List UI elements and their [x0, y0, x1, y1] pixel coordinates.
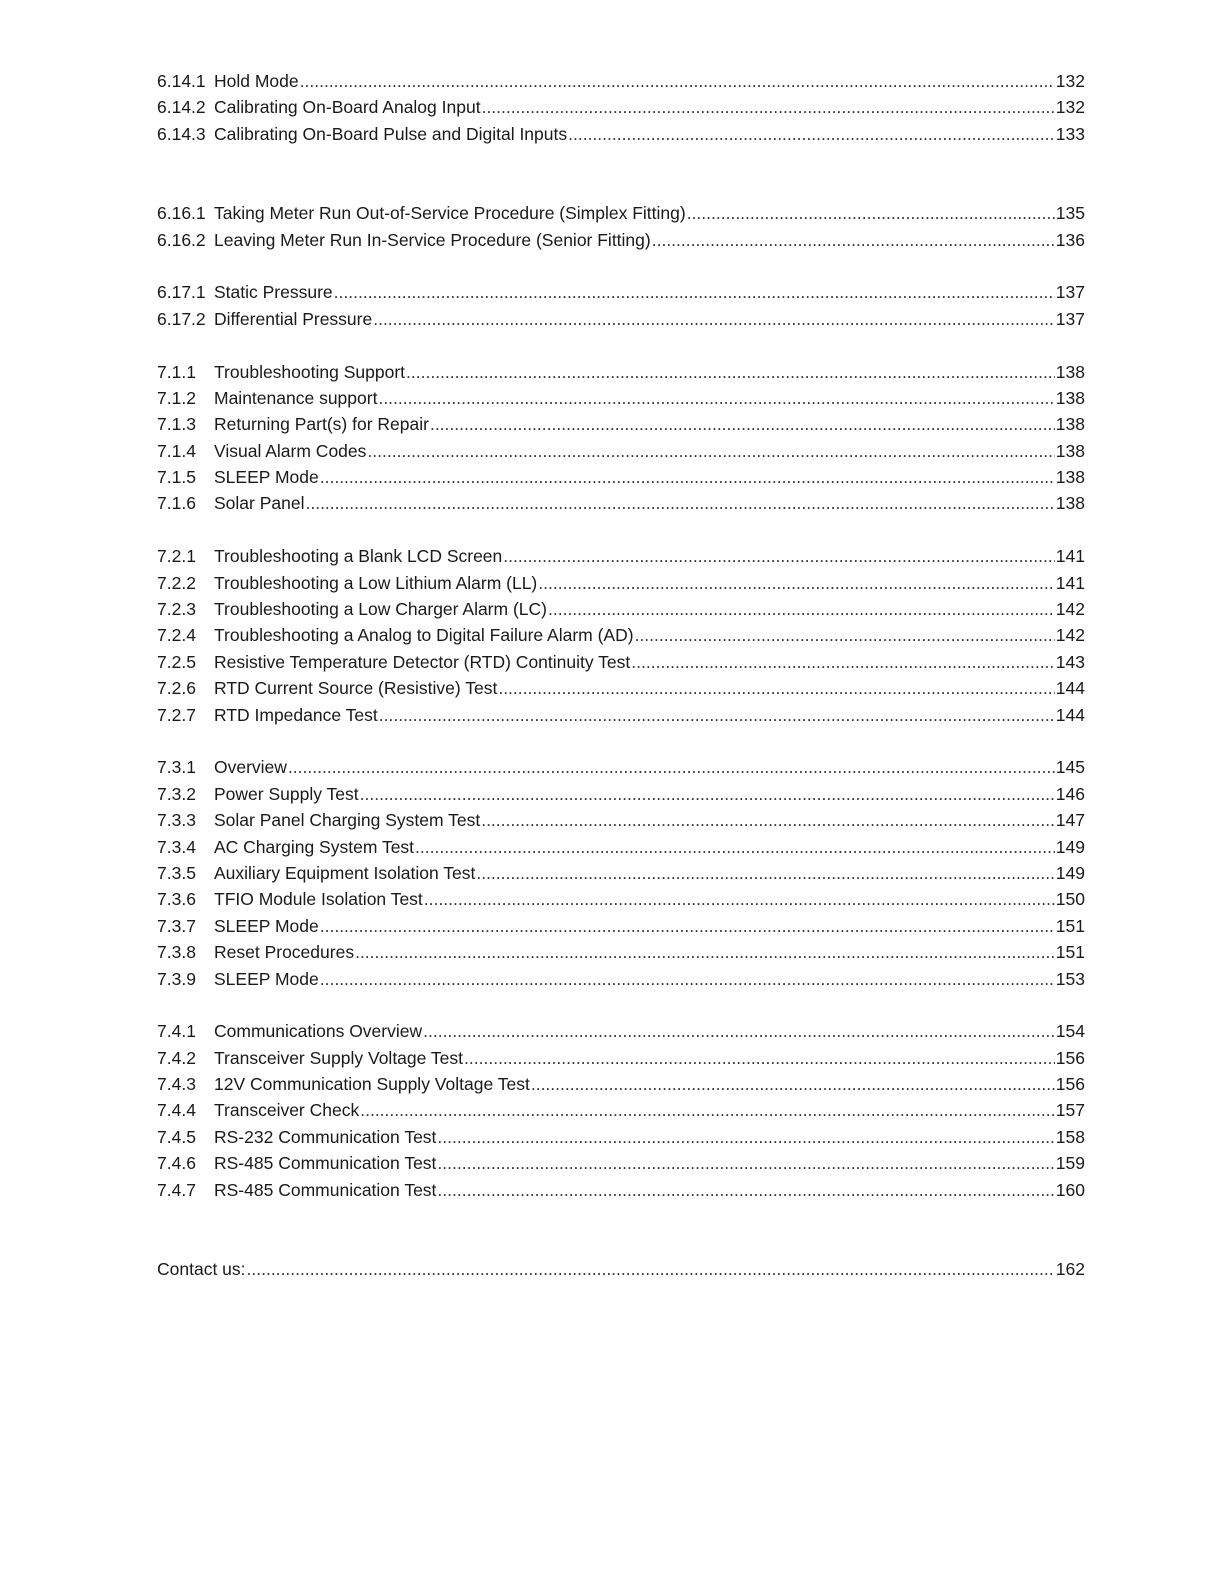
- toc-entry[interactable]: [157, 121, 1085, 147]
- toc-entry-number: 6.17.1: [157, 282, 206, 303]
- toc-entry-page-number: 135: [1055, 203, 1085, 224]
- toc-entry[interactable]: [157, 94, 1085, 120]
- toc-entry-page-number: 142: [1055, 625, 1085, 646]
- toc-section-group: [157, 1018, 1085, 1203]
- toc-entry-number: 7.4.7: [157, 1179, 196, 1200]
- toc-entry-contact[interactable]: [157, 1256, 1085, 1282]
- dot-leader: [482, 94, 1055, 120]
- toc-entry[interactable]: [157, 1124, 1085, 1150]
- toc-entry-number: 7.4.5: [157, 1126, 196, 1147]
- toc-entry-number: 7.3.8: [157, 942, 196, 963]
- dot-leader: [360, 1097, 1055, 1123]
- dot-leader: [430, 411, 1055, 437]
- toc-entry[interactable]: [157, 913, 1085, 939]
- toc-entry-number: 7.3.7: [157, 915, 196, 936]
- toc-entry-number: 7.1.3: [157, 414, 196, 435]
- toc-entry-page-number: 149: [1055, 836, 1085, 857]
- toc-entry[interactable]: [157, 279, 1085, 305]
- toc-entry-number: 7.4.4: [157, 1100, 196, 1121]
- dot-leader: [288, 754, 1055, 780]
- toc-entry-title: Communications Overview: [214, 1021, 423, 1042]
- toc-entry-number: 7.2.7: [157, 704, 196, 725]
- toc-entry[interactable]: [157, 754, 1085, 780]
- section-spacer: [157, 728, 1085, 754]
- toc-entry-page-number: 141: [1055, 546, 1085, 567]
- toc-entry[interactable]: [157, 966, 1085, 992]
- toc-entry[interactable]: [157, 649, 1085, 675]
- toc-entry-title: Troubleshooting a Low Lithium Alarm (LL): [214, 572, 538, 593]
- toc-entry-page-number: 144: [1055, 678, 1085, 699]
- toc-entry-title: Solar Panel: [214, 493, 305, 514]
- toc-entry[interactable]: [157, 702, 1085, 728]
- toc-entry-page-number: 138: [1055, 387, 1085, 408]
- toc-entry-page-number: 147: [1055, 810, 1085, 831]
- toc-entry-title: RTD Current Source (Resistive) Test: [214, 678, 498, 699]
- toc-entry-page-number: 151: [1055, 915, 1085, 936]
- toc-entry[interactable]: [157, 1018, 1085, 1044]
- toc-entry-title: RS-485 Communication Test: [214, 1153, 437, 1174]
- dot-leader: [687, 200, 1055, 226]
- toc-entry[interactable]: [157, 781, 1085, 807]
- dot-leader: [320, 464, 1055, 490]
- section-spacer: [157, 332, 1085, 358]
- toc-entry-number: 7.1.5: [157, 467, 196, 488]
- toc-entry-page-number: 138: [1055, 467, 1085, 488]
- section-spacer: [157, 253, 1085, 279]
- toc-entry-number: 6.14.2: [157, 97, 206, 118]
- toc-entry[interactable]: [157, 675, 1085, 701]
- toc-entry-title: Calibrating On-Board Analog Input: [214, 97, 481, 118]
- toc-entry-title: TFIO Module Isolation Test: [214, 889, 423, 910]
- toc-entry-number: 7.1.4: [157, 440, 196, 461]
- toc-entry[interactable]: [157, 860, 1085, 886]
- toc-entry-number: 7.3.2: [157, 783, 196, 804]
- toc-entry-title: Visual Alarm Codes: [214, 440, 367, 461]
- dot-leader: [300, 68, 1055, 94]
- toc-entry-title: Troubleshooting Support: [214, 361, 406, 382]
- toc-entry-title: Auxiliary Equipment Isolation Test: [214, 862, 476, 883]
- dot-leader: [548, 596, 1055, 622]
- dot-leader: [406, 359, 1055, 385]
- toc-entry-page-number: 138: [1055, 414, 1085, 435]
- toc-entry-number: 7.1.6: [157, 493, 196, 514]
- toc-entry-number: 7.2.2: [157, 572, 196, 593]
- dot-leader: [334, 279, 1055, 305]
- toc-entry-page-number: 132: [1055, 71, 1085, 91]
- toc-section-group: [157, 359, 1085, 517]
- toc-entry[interactable]: [157, 886, 1085, 912]
- dot-leader: [481, 807, 1055, 833]
- dot-leader: [538, 570, 1055, 596]
- toc-entry-number: 7.2.4: [157, 625, 196, 646]
- toc-entry-title: RTD Impedance Test: [214, 704, 378, 725]
- toc-section-group: [157, 68, 1085, 147]
- toc-entry-title: SLEEP Mode: [214, 968, 319, 989]
- toc-entry-title: Hold Mode: [214, 71, 299, 91]
- toc-entry-number: 7.4.3: [157, 1074, 196, 1095]
- toc-entry-page-number: 144: [1055, 704, 1085, 725]
- toc-entry-page-number: 138: [1055, 493, 1085, 514]
- dot-leader: [531, 1071, 1055, 1097]
- toc-section-group: [157, 543, 1085, 728]
- dot-leader: [360, 781, 1055, 807]
- toc-entry-title: Calibrating On-Board Pulse and Digital Inputs: [214, 123, 568, 144]
- toc-entry-title: SLEEP Mode: [214, 467, 319, 488]
- dot-leader: [476, 860, 1054, 886]
- toc-entry-page-number: 136: [1055, 229, 1085, 250]
- section-spacer: [157, 517, 1085, 543]
- dot-leader: [379, 702, 1055, 728]
- toc-entry-number: 7.4.6: [157, 1153, 196, 1174]
- toc-entry[interactable]: [157, 807, 1085, 833]
- toc-entry-title: Differential Pressure: [214, 308, 373, 329]
- toc-entry-page-number: 154: [1055, 1021, 1085, 1042]
- dot-leader: [424, 886, 1055, 912]
- toc-entry-number: 7.3.1: [157, 757, 196, 778]
- toc-entry-page-number: 157: [1055, 1100, 1085, 1121]
- contact-page-number: 162: [1055, 1259, 1085, 1280]
- dot-leader: [437, 1150, 1054, 1176]
- toc-entry-number: 7.3.5: [157, 862, 196, 883]
- toc-entry-number: 7.1.1: [157, 361, 196, 382]
- toc-entry-title: Resistive Temperature Detector (RTD) Continuity Test: [214, 651, 631, 672]
- toc-entry[interactable]: [157, 1177, 1085, 1203]
- toc-section-group: [157, 200, 1085, 253]
- toc-entry[interactable]: [157, 68, 1085, 94]
- dot-leader: [415, 834, 1055, 860]
- toc-entry-title: Maintenance support: [214, 387, 378, 408]
- toc-entry-page-number: 159: [1055, 1153, 1085, 1174]
- toc-entry-page-number: 158: [1055, 1126, 1085, 1147]
- toc-entry-page-number: 150: [1055, 889, 1085, 910]
- toc-entry-page-number: 143: [1055, 651, 1085, 672]
- toc-entry-number: 7.4.1: [157, 1021, 196, 1042]
- toc-entry[interactable]: [157, 1150, 1085, 1176]
- toc-entry-number: 7.3.6: [157, 889, 196, 910]
- toc-entry-title: Troubleshooting a Analog to Digital Failure Alarm (AD): [214, 625, 634, 646]
- toc-entry[interactable]: [157, 1097, 1085, 1123]
- toc-entry-page-number: 149: [1055, 862, 1085, 883]
- toc-entry[interactable]: [157, 438, 1085, 464]
- dot-leader: [437, 1177, 1054, 1203]
- toc-entry[interactable]: [157, 227, 1085, 253]
- toc-section-group: [157, 279, 1085, 332]
- toc-entry-number: 7.3.4: [157, 836, 196, 857]
- toc-entry[interactable]: [157, 490, 1085, 516]
- toc-entry-title: Troubleshooting a Low Charger Alarm (LC): [214, 599, 547, 620]
- toc-entry-page-number: 137: [1055, 282, 1085, 303]
- dot-leader: [320, 913, 1055, 939]
- toc-entry[interactable]: [157, 411, 1085, 437]
- dot-leader: [568, 121, 1055, 147]
- toc-entry-title: RS-232 Communication Test: [214, 1126, 437, 1147]
- toc-entry-page-number: 160: [1055, 1179, 1085, 1200]
- table-of-contents: [157, 68, 1085, 1282]
- toc-entry-title: Transceiver Check: [214, 1100, 360, 1121]
- toc-entry[interactable]: [157, 200, 1085, 226]
- toc-entry-title: Reset Procedures: [214, 942, 355, 963]
- section-spacer: [157, 1203, 1085, 1256]
- toc-entry-page-number: 138: [1055, 361, 1085, 382]
- toc-entry-number: 7.4.2: [157, 1047, 196, 1068]
- toc-entry[interactable]: [157, 359, 1085, 385]
- toc-entry-title: Static Pressure: [214, 282, 333, 303]
- toc-entry-title: SLEEP Mode: [214, 915, 319, 936]
- dot-leader: [247, 1256, 1055, 1282]
- toc-entry-number: 7.2.1: [157, 546, 196, 567]
- dot-leader: [503, 543, 1055, 569]
- toc-entry-number: 6.16.2: [157, 229, 206, 250]
- toc-entry-page-number: 132: [1055, 97, 1085, 118]
- dot-leader: [320, 966, 1055, 992]
- contact-title: Contact us:: [157, 1259, 246, 1280]
- toc-entry-title: Power Supply Test: [214, 783, 359, 804]
- toc-entry-page-number: 137: [1055, 308, 1085, 329]
- toc-entry-title: 12V Communication Supply Voltage Test: [214, 1074, 530, 1095]
- toc-entry-number: 7.2.6: [157, 678, 196, 699]
- toc-entry-title: Overview: [214, 757, 287, 778]
- toc-entry-title: Troubleshooting a Blank LCD Screen: [214, 546, 503, 567]
- section-spacer: [157, 147, 1085, 200]
- toc-entry-number: 6.14.3: [157, 123, 206, 144]
- toc-entry[interactable]: [157, 570, 1085, 596]
- toc-entry-number: 6.16.1: [157, 203, 206, 224]
- dot-leader: [464, 1045, 1055, 1071]
- toc-entry[interactable]: [157, 1071, 1085, 1097]
- dot-leader: [631, 649, 1055, 675]
- toc-entry[interactable]: [157, 834, 1085, 860]
- toc-entry-number: 7.1.2: [157, 387, 196, 408]
- toc-entry-title: Leaving Meter Run In-Service Procedure (Senior Fitting): [214, 229, 651, 250]
- toc-entry[interactable]: [157, 464, 1085, 490]
- dot-leader: [498, 675, 1054, 701]
- dot-leader: [367, 438, 1054, 464]
- toc-entry-title: Taking Meter Run Out-of-Service Procedure (Simplex Fitting): [214, 203, 686, 224]
- toc-entry-title: Returning Part(s) for Repair: [214, 414, 429, 435]
- toc-entry[interactable]: [157, 543, 1085, 569]
- toc-entry-number: 7.2.3: [157, 599, 196, 620]
- dot-leader: [652, 227, 1055, 253]
- toc-entry-page-number: 146: [1055, 783, 1085, 804]
- toc-entry[interactable]: [157, 596, 1085, 622]
- toc-entry[interactable]: [157, 385, 1085, 411]
- dot-leader: [373, 306, 1055, 332]
- toc-entry-page-number: 156: [1055, 1074, 1085, 1095]
- toc-entry-page-number: 151: [1055, 942, 1085, 963]
- toc-entry-page-number: 145: [1055, 757, 1085, 778]
- toc-entry-title: RS-485 Communication Test: [214, 1179, 437, 1200]
- toc-entry-page-number: 133: [1055, 123, 1085, 144]
- dot-leader: [635, 622, 1055, 648]
- toc-entry[interactable]: [157, 939, 1085, 965]
- toc-entry[interactable]: [157, 1045, 1085, 1071]
- toc-entry-number: 7.3.3: [157, 810, 196, 831]
- toc-entry-page-number: 141: [1055, 572, 1085, 593]
- toc-entry-page-number: 138: [1055, 440, 1085, 461]
- section-spacer: [157, 992, 1085, 1018]
- toc-entry-page-number: 142: [1055, 599, 1085, 620]
- dot-leader: [437, 1124, 1054, 1150]
- dot-leader: [305, 490, 1054, 516]
- toc-entry[interactable]: [157, 622, 1085, 648]
- dot-leader: [355, 939, 1055, 965]
- toc-entry-number: 6.14.1: [157, 71, 206, 91]
- toc-entry-page-number: 156: [1055, 1047, 1085, 1068]
- dot-leader: [378, 385, 1054, 411]
- toc-entry-title: Solar Panel Charging System Test: [214, 810, 481, 831]
- toc-entry-number: 6.17.2: [157, 308, 206, 329]
- toc-section-group: [157, 754, 1085, 992]
- toc-entry[interactable]: [157, 306, 1085, 332]
- toc-entry-page-number: 153: [1055, 968, 1085, 989]
- dot-leader: [423, 1018, 1055, 1044]
- toc-entry-title: AC Charging System Test: [214, 836, 415, 857]
- toc-entry-number: 7.3.9: [157, 968, 196, 989]
- toc-entry-number: 7.2.5: [157, 651, 196, 672]
- toc-entry-title: Transceiver Supply Voltage Test: [214, 1047, 464, 1068]
